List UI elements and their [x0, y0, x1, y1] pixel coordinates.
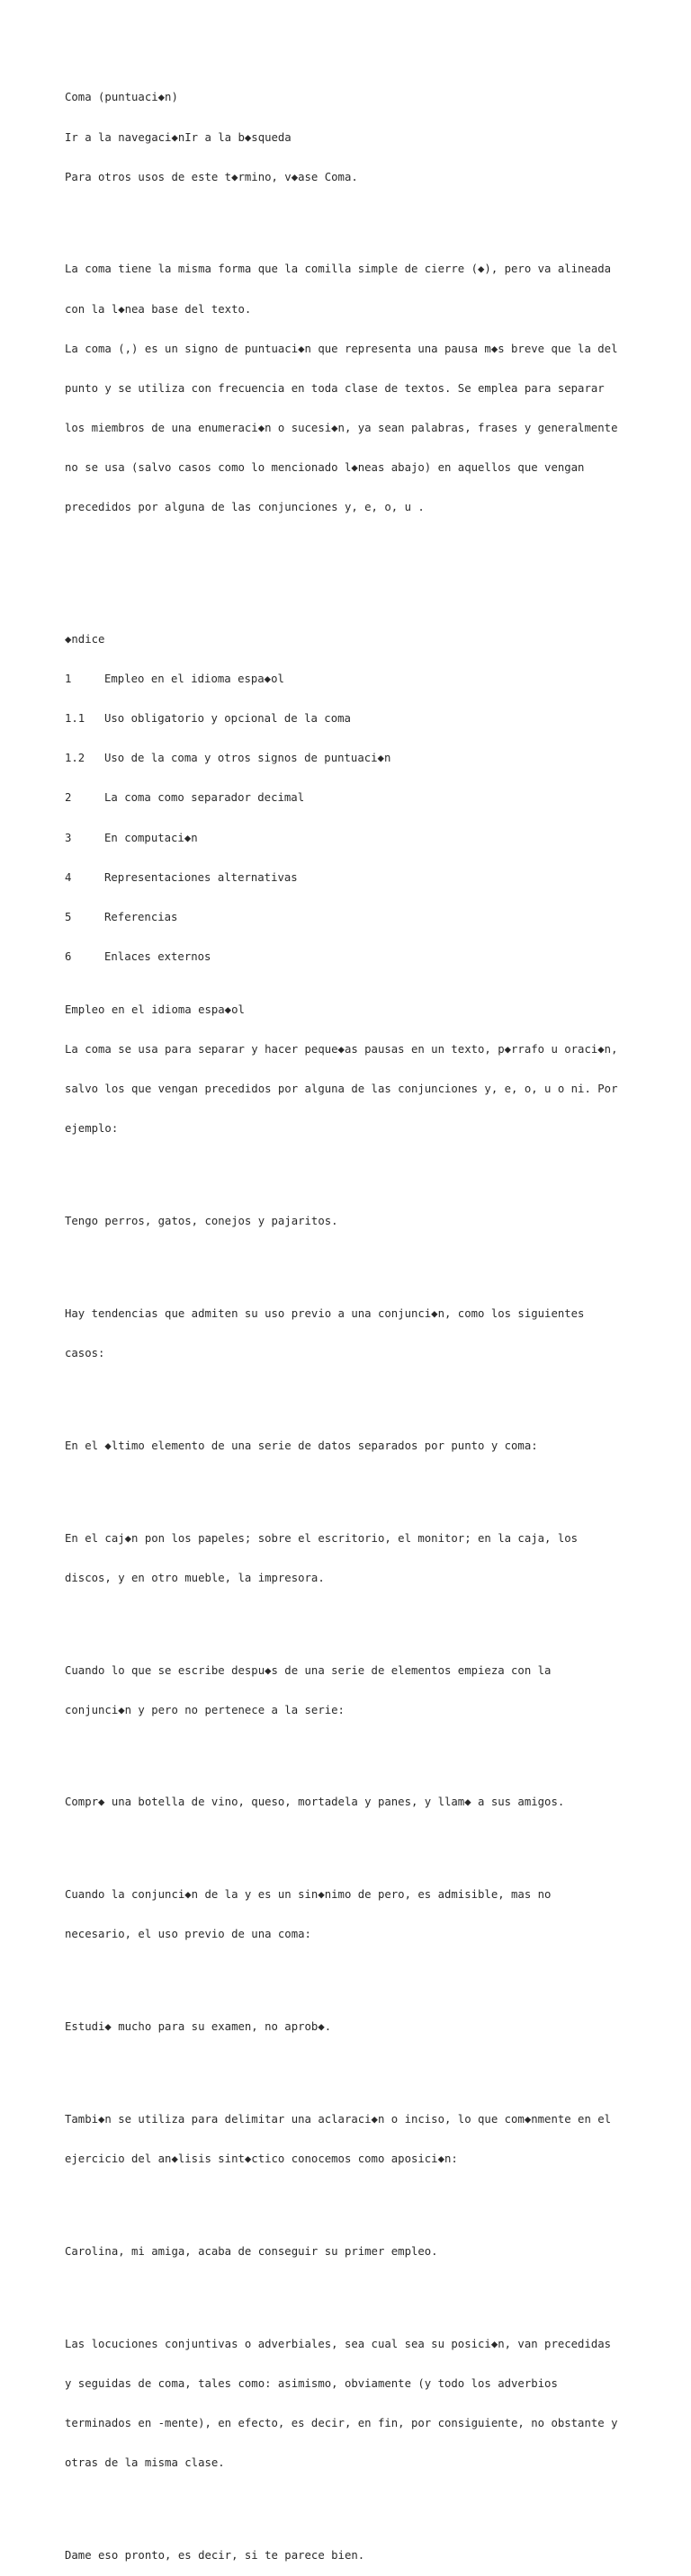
- case-description: En el ◆ltimo elemento de una serie de datos separados por punto y coma:: [65, 1439, 538, 1452]
- blank-line: [65, 1968, 641, 1982]
- section-intro-line: La coma se usa para separar y hacer peque◆as pausas en un texto, p◆rrafo u oraci◆n,: [65, 1042, 618, 1056]
- toc-item-number: 5: [65, 910, 72, 923]
- example-sentence: Carolina, mi amiga, acaba de conseguir su primer empleo.: [65, 2245, 438, 2259]
- section-intro-line: salvo los que vengan precedidos por alguna de las conjunciones y, e, o, u o ni. Por: [65, 1082, 618, 1095]
- case-description: necesario, el uso previo de una coma:: [65, 1928, 311, 1941]
- article-title: Coma (puntuaci◆n): [65, 91, 178, 104]
- section-intro-line: ejemplo:: [65, 1121, 119, 1135]
- case-description: Cuando lo que se escribe despu◆s de una serie de elementos empieza con la: [65, 1663, 552, 1677]
- toc-item-number: 3: [65, 831, 72, 844]
- paragraph-line: ejercicio del an◆lisis sint◆ctico conocemos como aposici◆n:: [65, 2153, 458, 2166]
- case-description: conjunci◆n y pero no pertenece a la serie:: [65, 1703, 345, 1716]
- toc-item-number: 1: [65, 673, 72, 686]
- toc-item[interactable]: [65, 712, 641, 726]
- toc-item-label: Enlaces externos: [104, 949, 211, 963]
- blank-line: [65, 1836, 641, 1850]
- toc-item-number: 1.2: [65, 752, 85, 765]
- toc-item-label: En computaci◆n: [104, 831, 198, 844]
- document-body: [65, 65, 641, 2576]
- blank-line: [65, 1743, 641, 1757]
- toc-item[interactable]: [65, 752, 641, 765]
- toc-item-number: 6: [65, 949, 72, 963]
- intro-line: los miembros de una enumeraci◆n o sucesi◆n, ya sean palabras, frases y generalmente: [65, 421, 618, 434]
- blank-line: [65, 2285, 641, 2298]
- navigation-links[interactable]: Ir a la navegaci◆nIr a la b◆squeda: [65, 130, 292, 144]
- toc-item-label: Uso obligatorio y opcional de la coma: [104, 712, 351, 726]
- blank-line: [65, 540, 641, 554]
- paragraph-line: y seguidas de coma, tales como: asimismo, obviamente (y todo los adverbios: [65, 2377, 558, 2391]
- toc-item-label: La coma como separador decimal: [104, 791, 305, 805]
- example-sentence: discos, y en otro mueble, la impresora.: [65, 1571, 325, 1584]
- disambiguation-note: Para otros usos de este t◆rmino, v◆ase Coma.: [65, 170, 358, 183]
- blank-line: [65, 1162, 641, 1175]
- toc-item[interactable]: [65, 673, 641, 686]
- toc-item[interactable]: [65, 950, 641, 964]
- toc-item-number: 2: [65, 791, 72, 805]
- intro-line: punto y se utiliza con frecuencia en toda clase de textos. Se emplea para separar: [65, 381, 605, 395]
- toc-item-label: Representaciones alternativas: [104, 870, 298, 884]
- intro-line: con la l◆nea base del texto.: [65, 302, 252, 316]
- blank-line: [65, 580, 641, 593]
- blank-line: [65, 1254, 641, 1268]
- paragraph-line: terminados en -mente), en efecto, es decir, en fin, por consiguiente, no obstante y: [65, 2417, 618, 2430]
- toc-item[interactable]: [65, 911, 641, 924]
- intro-line: precedidos por alguna de las conjunciones y, e, o, u .: [65, 501, 425, 514]
- blank-line: [65, 210, 641, 224]
- blank-line: [65, 1386, 641, 1400]
- section-title: Empleo en el idioma espa◆ol: [65, 1003, 245, 1016]
- example-sentence: Compr◆ una botella de vino, queso, mortadela y panes, y llam◆ a sus amigos.: [65, 1796, 565, 1809]
- example-sentence: En el caj◆n pon los papeles; sobre el escritorio, el monitor; en la caja, los: [65, 1531, 579, 1545]
- toc-item[interactable]: [65, 832, 641, 845]
- example-sentence: Tengo perros, gatos, conejos y pajaritos.: [65, 1214, 338, 1227]
- toc-item[interactable]: [65, 871, 641, 885]
- intro-line: no se usa (salvo casos como lo mencionado l◆neas abajo) en aquellos que vengan: [65, 460, 585, 474]
- toc-item-label: Empleo en el idioma espa◆ol: [104, 673, 284, 686]
- blank-line: [65, 2497, 641, 2510]
- case-description: Cuando la conjunci◆n de la y es un sin◆nimo de pero, es admisible, mas no: [65, 1888, 552, 1902]
- intro-line: La coma tiene la misma forma que la comilla simple de cierre (◆), pero va alineada: [65, 263, 612, 276]
- toc-item-label: Uso de la coma y otros signos de puntuaci◆n: [104, 752, 391, 765]
- toc-item-number: 1.1: [65, 712, 85, 726]
- paragraph-line: Hay tendencias que admiten su uso previo a una conjunci◆n, como los siguientes: [65, 1306, 585, 1320]
- blank-line: [65, 1611, 641, 1625]
- example-sentence: Estudi◆ mucho para su examen, no aprob◆.: [65, 2020, 332, 2034]
- blank-line: [65, 2060, 641, 2073]
- paragraph-line: Las locuciones conjuntivas o adverbiales, sea cual sea su posici◆n, van precedidas: [65, 2338, 612, 2351]
- paragraph-line: otras de la misma clase.: [65, 2456, 225, 2470]
- paragraph-line: casos:: [65, 1346, 105, 1359]
- intro-line: La coma (,) es un signo de puntuaci◆n que representa una pausa m◆s breve que la del: [65, 342, 618, 355]
- toc-item-number: 4: [65, 870, 72, 884]
- blank-line: [65, 1479, 641, 1493]
- paragraph-line: Tambi◆n se utiliza para delimitar una aclaraci◆n o inciso, lo que com◆nmente en el: [65, 2113, 612, 2126]
- toc-item[interactable]: [65, 791, 641, 805]
- example-sentence: Dame eso pronto, es decir, si te parece bien.: [65, 2549, 365, 2563]
- blank-line: [65, 2192, 641, 2206]
- toc-item-label: Referencias: [104, 910, 178, 923]
- toc-heading: ◆ndice: [65, 633, 105, 646]
